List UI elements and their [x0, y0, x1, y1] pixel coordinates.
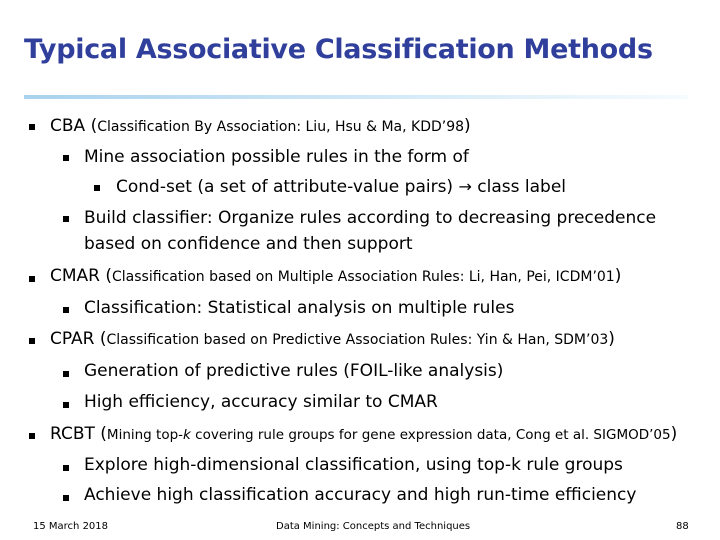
cpar-sub2: High efficiency, accuracy similar to CMAR	[84, 392, 438, 412]
bullet-icon	[63, 216, 69, 222]
cba-sub2-line1: Build classifier: Organize rules according to decreasing precedence	[84, 208, 657, 228]
rcbt-detail-b: covering rule groups for gene expression data, Cong et al. SIGMOD’05	[190, 427, 671, 443]
bullet-icon	[63, 307, 69, 313]
slide-title: Typical Associative Classification Methods	[24, 34, 653, 65]
cond-set-text: Cond-set (a set of attribute-value pairs)	[116, 177, 459, 197]
cmar-sub1: Classification: Statistical analysis on multiple rules	[84, 298, 515, 318]
bullet-icon	[63, 371, 69, 377]
bullet-icon	[94, 185, 100, 191]
cpar-item	[50, 329, 615, 349]
cmar-detail: Classification based on Multiple Association Rules: Li, Han, Pei, ICDM’01	[112, 269, 615, 285]
bullet-icon	[63, 465, 69, 471]
cba-sub1: Mine association possible rules in the form of	[84, 147, 469, 167]
cba-sub1a	[116, 177, 566, 197]
footer-date: 15 March 2018	[33, 521, 109, 532]
rcbt-detail-a: Mining top-	[106, 427, 184, 443]
bullet-icon	[29, 124, 35, 130]
right-arrow-icon: →	[458, 177, 472, 196]
bullet-icon	[63, 495, 69, 501]
rcbt-close: )	[670, 424, 678, 444]
rcbt-item	[50, 424, 677, 444]
class-label-text: class label	[471, 177, 566, 197]
rcbt-name: RCBT (	[50, 424, 107, 444]
cmar-name: CMAR (	[50, 266, 113, 286]
cmar-item	[50, 266, 621, 286]
cmar-close: )	[614, 266, 622, 286]
bullet-icon	[29, 433, 35, 439]
bullet-icon	[29, 338, 35, 344]
footer-page-number: 88	[676, 521, 689, 532]
bullet-icon	[63, 155, 69, 161]
footer-course: Data Mining: Concepts and Techniques	[276, 521, 471, 532]
cba-name: CBA (	[50, 116, 98, 136]
cpar-name: CPAR (	[50, 329, 107, 349]
bullet-icon	[63, 402, 69, 408]
rcbt-sub2: Achieve high classification accuracy and high run-time efficiency	[84, 485, 637, 505]
cpar-close: )	[608, 329, 615, 349]
bullet-icon	[29, 276, 35, 282]
title-underline	[24, 95, 688, 99]
rcbt-sub1: Explore high-dimensional classification, using top-k rule groups	[84, 455, 623, 475]
cba-detail: Classification By Association: Liu, Hsu & Ma, KDD’98	[97, 119, 465, 135]
cba-sub2-line2: based on confidence and then support	[84, 234, 413, 254]
cpar-detail: Classification based on Predictive Association Rules: Yin & Han, SDM’03	[106, 332, 609, 348]
cpar-sub1: Generation of predictive rules (FOIL-like analysis)	[84, 361, 504, 381]
cba-close: )	[464, 116, 471, 136]
cba-item	[50, 116, 471, 136]
rcbt-detail-k: k	[183, 427, 191, 443]
